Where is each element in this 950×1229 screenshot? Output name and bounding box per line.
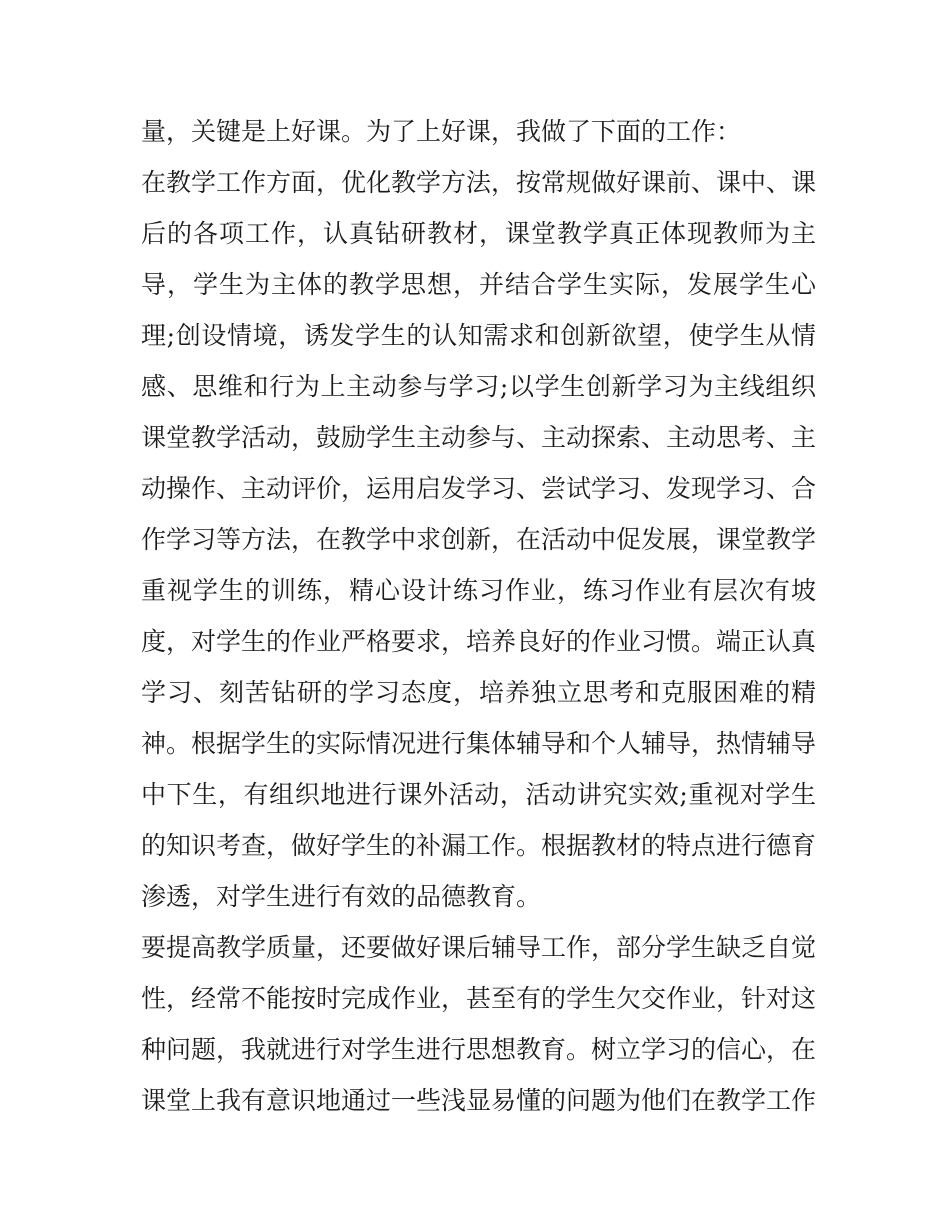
text-line: 的知识考查，做好学生的补漏工作。根据教材的特点进行德育	[141, 831, 817, 860]
text-line: 学习、刻苦钻研的学习态度，培养独立思考和克服困难的精	[141, 678, 816, 707]
text-line: 作学习等方法，在教学中求创新，在活动中促发展，课堂教学	[141, 525, 817, 554]
text-line: 中下生，有组织地进行课外活动，活动讲究实效;重视对学生	[141, 780, 816, 809]
text-line: 度，对学生的作业严格要求，培养良好的作业习惯。端正认真	[141, 627, 817, 656]
text-line: 动操作、主动评价，运用启发学习、尝试学习、发现学习、合	[141, 474, 817, 503]
text-line: 在教学工作方面，优化教学方法，按常规做好课前、课中、课	[141, 168, 817, 197]
text-line: 后的各项工作，认真钻研教材，课堂教学真正体现教师为主	[141, 219, 816, 248]
text-line: 神。根据学生的实际情况进行集体辅导和个人辅导，热情辅导	[141, 729, 817, 758]
text-line: 感、思维和行为上主动参与学习;以学生创新学习为主线组织	[141, 372, 816, 401]
text-line: 要提高教学质量，还要做好课后辅导工作，部分学生缺乏自觉	[141, 933, 817, 962]
text-line: 种问题，我就进行对学生进行思想教育。树立学习的信心，在	[141, 1035, 817, 1064]
body-text	[141, 106, 816, 1126]
text-line: 重视学生的训练，精心设计练习作业，练习作业有层次有坡	[141, 576, 816, 605]
text-line: 课堂上我有意识地通过一些浅显易懂的问题为他们在教学工作	[141, 1086, 817, 1115]
text-line: 课堂教学活动，鼓励学生主动参与、主动探索、主动思考、主	[141, 423, 817, 452]
text-line: 量，关键是上好课。为了上好课，我做了下面的工作：	[141, 117, 742, 146]
text-line: 理;创设情境，诱发学生的认知需求和创新欲望，使学生从情	[141, 321, 816, 350]
text-line: 性，经常不能按时完成作业，甚至有的学生欠交作业，针对这	[141, 984, 817, 1013]
text-line: 渗透，对学生进行有效的品德教育。	[141, 882, 542, 911]
text-line: 导，学生为主体的教学思想，并结合学生实际，发展学生心	[141, 270, 816, 299]
